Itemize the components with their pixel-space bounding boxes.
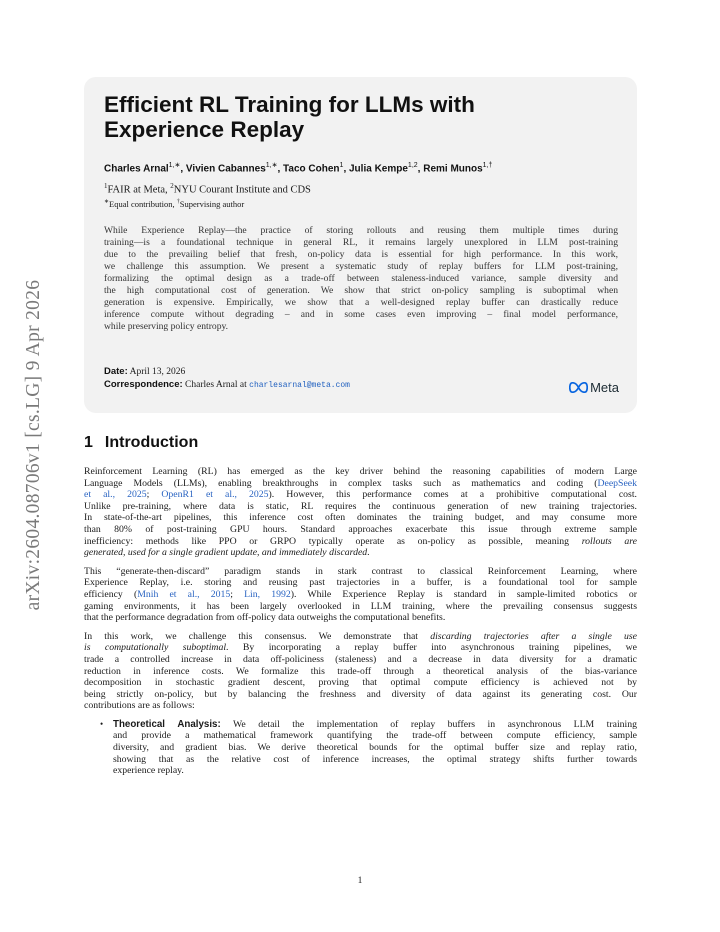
text-line [84,478,637,490]
author-name: Remi Munos [423,163,483,175]
title-line: Efficient RL Training for LLMs with [104,92,475,117]
emphasis-text: rollouts are [581,535,637,547]
text-line: In state-of-the-art pipelines, this inference cost often dominates the training budget, and may consume more [84,512,637,524]
author-name: Charles Arnal [104,163,169,175]
title-abstract-box [84,77,637,413]
abstract-line: training—is a foundational technique in general RL, it remains largely unexplored in LLM post-training [104,236,618,248]
author-name: Vivien Cabannes [185,163,266,175]
text-span: inefficiency: methods like PPO or GRPO typically operate as on-policy as possible, meaning [84,535,582,547]
abstract-line: we challenge this assumption. We present a systematic study of replay buffers for LLM post-training, [104,260,618,272]
text-line [84,547,637,559]
contributions-list [84,719,637,777]
citation-link[interactable]: DeepSeek [597,477,637,489]
text-line: decomposition in stochastic gradient descent, proving that optimal compute efficiency is achieved not by [84,677,637,689]
meta-logo [569,380,619,395]
author-affil-sup: 1,2 [407,162,418,169]
text-line: showing that as the relative cost of inference increases, the optimal strategy shifts further towards [113,753,637,765]
text-line [84,642,637,654]
author-affil-sup: 1,∗ [168,162,181,169]
note-text: Supervising author [179,198,245,209]
contribution-note [104,198,618,209]
text-span: In this work, we challenge this consensus. We demonstrate that [84,630,431,642]
meta-logo-text: Meta [590,380,619,395]
text-line [84,536,637,548]
text-line: diversity, and gradient bias. We derive theoretical bounds for the optimal buffer size and replay ratio, [113,742,637,754]
text-span: . By incorporating a replay buffer into asynchronous training pipelines, we [226,642,637,654]
abstract-line: generation is expensive. Empirically, we show that a well-designed replay buffer can drastically reduce [104,297,618,309]
text-span: We detail the implementation of replay buffers in asynchronous LLM training [220,718,637,730]
text-span: efficiency ( [84,588,138,600]
author-name: Julia Kempe [349,163,408,175]
paper-title [104,93,618,142]
abstract [104,225,618,334]
author-affil-sup: 1,† [482,162,493,169]
text-span: ). However, this performance comes at a prohibitive computational cost. [268,489,637,501]
text-span: . [367,547,370,559]
emphasis-text: is computationally suboptimal [84,642,227,654]
text-line: than 80% of post-training GPU hours. Standard approaches exacerbate this issue through extreme sample [84,523,637,535]
text-line: reduction in inference costs. We formalize this trade-off through a theoretical analysis of the bias-variance [84,665,637,677]
note-sup: ∗ [104,198,110,205]
author-affil-sup: 1,∗ [265,162,278,169]
citation-link[interactable]: et al., 2025 [84,489,147,501]
text-line: Experience Replay, i.e. storing and reusing past trajectories in a buffer, is a foundational tool for sample [84,577,637,589]
note-sup: † [176,198,180,205]
note-text: Equal contribution, [109,198,177,209]
abstract-line: due to the prevailing belief that fresh, on-policy data is essential for high performance. In this work, [104,248,618,260]
abstract-line: formalizing the optimal design as a trade-off between staleness-induced variance, sample diversity and [104,273,618,285]
bullet-marker: • [100,718,104,729]
text-line [84,589,637,601]
correspondence-label: Correspondence: [104,378,183,390]
abstract-line: While Experience Replay—the practice of storing rollouts and reusing them multiple times during [104,224,618,236]
text-span: Language Models (LLMs), enabling breakthroughs in complex tasks such as mathematics and coding ( [84,477,598,489]
text-line: contributions are as follows: [84,700,195,712]
text-span: ; [230,588,245,600]
citation-link[interactable]: Mnih et al., 2015 [137,588,231,600]
arxiv-identifier [6,265,62,625]
text-line: trade a controlled increase in data off-policiness (staleness) and a decrease in data diversity for a dramatic [84,653,637,665]
section-title: Introduction [104,434,199,451]
text-line: Unlike pre-training, where data is static, RL requires the continuous generation of new training trajectories. [84,500,637,512]
abstract-line: while preserving policy entropy. [104,321,229,333]
citation-link[interactable]: Lin, 1992 [244,588,291,600]
abstract-line: inference compute without degrading – and in some cases even improving – final model performance, [104,309,618,321]
paragraph [84,466,637,559]
text-line: that the performance degradation from off-policy data outweighs the computational benefits. [84,612,446,624]
emphasis-text: discarding trajectories after a single use [430,630,637,642]
author-affil-sup: 1 [339,162,344,169]
affil-text: FAIR at Meta, [107,184,171,196]
date-row [104,366,350,379]
affil-text: NYU Courant Institute and CDS [173,184,311,196]
bullet-title: Theoretical Analysis: [113,718,221,730]
text-line [113,719,637,731]
arxiv-identifier-text: arXiv:2604.08706v1 [cs.LG] 9 Apr 2026 [23,279,44,611]
meta-infinity-icon [569,382,588,393]
page-number: 1 [357,876,363,886]
affil-sup: 2 [170,182,174,191]
abstract-line: the high computational cost of generation. We show that strict on-policy sampling is suboptimal when [104,285,618,297]
title-line: Experience Replay [104,116,305,142]
paragraph [84,566,637,624]
text-span: ). While Experience Replay is standard in sample-limited robotics or [290,588,638,600]
affiliations [104,180,618,197]
author-list: Charles Arnal$^{1,∗}$, Vivien Cabannes$^{1,∗}$, Taco Cohen$^1$, Julia Kempe$^{1,2}$, Remi Munos$^{1,\dagger}$ [104,162,493,175]
citation-link[interactable]: OpenR1 et al., 2025 [161,489,269,501]
text-line: Reinforcement Learning (RL) has emerged as the key driver behind the reasoning capabilities of modern Large [84,466,637,477]
correspondence-value: Charles Arnal at [185,379,250,390]
text-line: This “generate-then-discard” paradigm stands in stark contrast to classical Reinforcement Learning, where [84,565,637,577]
text-line: and provide a mathematical framework quantifying the trade-off between compute efficiency, sample [113,730,637,742]
date-value: April 13, 2026 [129,367,186,377]
author-name: Taco Cohen [283,163,340,175]
correspondence-row [104,379,350,393]
list-item [84,719,637,777]
introduction-body [84,466,637,777]
paragraph [84,631,637,712]
text-line: experience replay. [113,765,184,777]
section-heading [84,434,198,452]
affil-sup: 1 [104,182,108,191]
text-line [84,489,637,501]
email-link[interactable]: charlesarnal@meta.com [249,380,350,390]
text-span: ; [146,489,162,501]
paper-meta-info [104,366,350,392]
text-line: being strictly on-policy, but by balancing the freshness and diversity of data against its generating cost. Our [84,688,637,700]
date-label: Date: [104,366,128,377]
text-line: gaming environments, it has been largely overlooked in LLM training, where the prevailing consensus suggests [84,600,637,612]
text-line [84,631,637,643]
emphasis-text: generated, used for a single gradient update, and immediately discarded [84,547,368,559]
section-number: 1 [84,434,93,451]
